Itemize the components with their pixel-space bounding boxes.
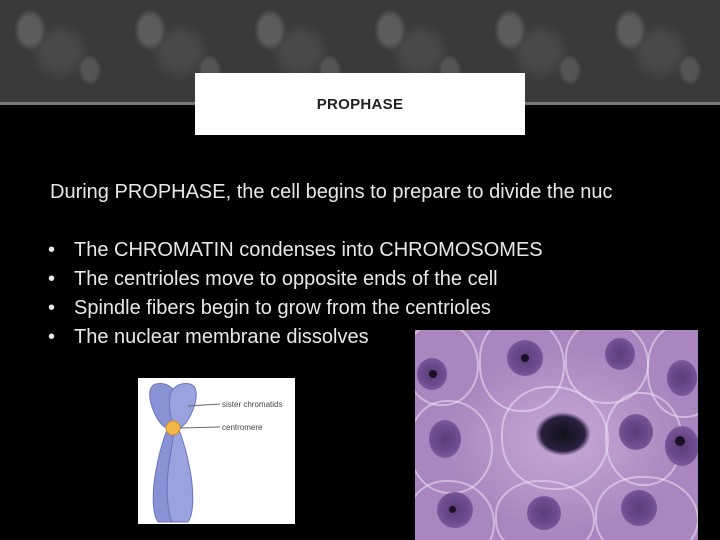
slide-title: PROPHASE (316, 95, 404, 113)
bullet-text: The nuclear membrane dissolves (74, 326, 369, 348)
chromatid-right (167, 384, 196, 523)
nucleolus (449, 506, 456, 513)
nucleolus (429, 370, 437, 378)
list-item (48, 294, 543, 323)
title-box (195, 73, 525, 135)
centromere-label: centromere (222, 423, 263, 432)
prophase-micrograph (415, 330, 698, 540)
chromosome-illustration (138, 378, 295, 524)
centromere-dot (166, 421, 180, 435)
centromere-leader (180, 427, 220, 428)
bullet-icon: • (48, 268, 56, 290)
bullet-text: The CHROMATIN condenses into CHROMOSOMES (74, 239, 543, 261)
nucleus (527, 496, 561, 530)
bullet-icon: • (48, 326, 56, 348)
sister-chromatids-label: sister chromatids (222, 400, 283, 409)
bullet-text: The centrioles move to opposite ends of the cell (74, 268, 498, 290)
list-item (48, 265, 543, 294)
nucleus (605, 338, 635, 370)
list-item (48, 236, 543, 265)
bullet-icon: • (48, 239, 56, 261)
condensed-chromosomes (535, 412, 591, 456)
bullet-icon: • (48, 297, 56, 319)
nucleus (665, 426, 698, 466)
nucleolus (521, 354, 529, 362)
nucleus (621, 490, 657, 526)
nucleus (667, 360, 697, 396)
nucleus (619, 414, 653, 450)
nucleolus (675, 436, 685, 446)
intro-text: During PROPHASE, the cell begins to prepare to divide the nuc (50, 181, 613, 203)
bullet-text: Spindle fibers begin to grow from the centrioles (74, 297, 491, 319)
nucleus (429, 420, 461, 458)
chromosome-diagram (138, 378, 295, 524)
